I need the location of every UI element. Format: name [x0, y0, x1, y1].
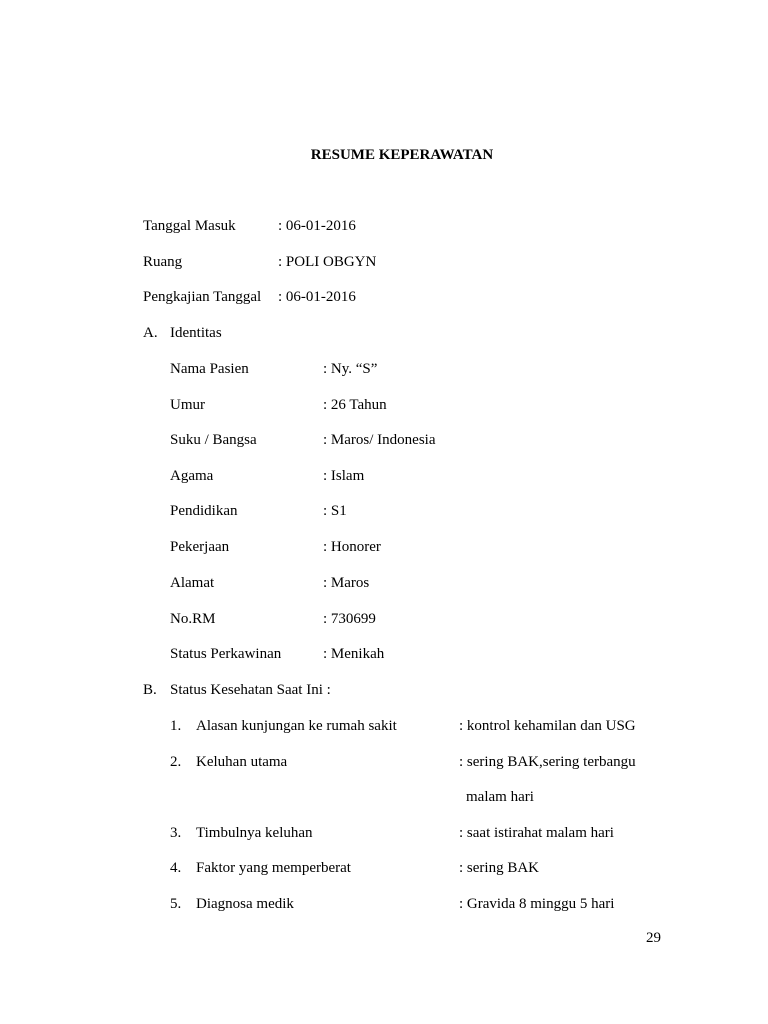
identity-label: Nama Pasien	[170, 361, 249, 377]
identity-label: Pendidikan	[170, 503, 238, 519]
identity-label: Status Perkawinan	[170, 646, 282, 662]
identity-value: : Ny. “S”	[323, 361, 378, 377]
identity-value: : 26 Tahun	[323, 397, 387, 413]
field-label-pengkajian-tanggal: Pengkajian Tanggal	[143, 289, 262, 305]
identity-label: Umur	[170, 397, 205, 413]
status-item-label: Keluhan utama	[196, 754, 288, 770]
identity-value: : S1	[323, 503, 347, 519]
status-item-value: : saat istirahat malam hari	[459, 825, 614, 841]
status-item-number: 4.	[170, 860, 182, 876]
status-item-value: : sering BAK,sering terbangu	[459, 754, 636, 770]
identity-label: Pekerjaan	[170, 539, 230, 555]
field-value-pengkajian-tanggal: : 06-01-2016	[278, 289, 356, 305]
status-item-label: Timbulnya keluhan	[196, 825, 313, 841]
page-number: 29	[646, 930, 661, 946]
identity-value: : 730699	[323, 611, 376, 627]
status-item-label: Faktor yang memperberat	[196, 860, 351, 876]
status-item-number: 2.	[170, 754, 182, 770]
field-label-tanggal-masuk: Tanggal Masuk	[143, 218, 236, 234]
section-a-heading: Identitas	[170, 325, 222, 341]
identity-label: No.RM	[170, 611, 216, 627]
identity-label: Alamat	[170, 575, 215, 591]
section-b-marker: B.	[143, 682, 157, 698]
identity-value: : Honorer	[323, 539, 381, 555]
page-title: RESUME KEPERAWATAN	[310, 147, 494, 163]
section-a-marker: A.	[143, 325, 158, 341]
status-item-value: : Gravida 8 minggu 5 hari	[459, 896, 615, 912]
identity-value: : Menikah	[323, 646, 385, 662]
identity-label: Suku / Bangsa	[170, 432, 257, 448]
status-item-number: 3.	[170, 825, 182, 841]
identity-value: : Islam	[323, 468, 365, 484]
section-b-heading: Status Kesehatan Saat Ini :	[170, 682, 331, 698]
status-item-label: Alasan kunjungan ke rumah sakit	[196, 718, 397, 734]
status-item-value: : kontrol kehamilan dan USG	[459, 718, 636, 734]
identity-value: : Maros	[323, 575, 370, 591]
status-item-value: : sering BAK	[459, 860, 539, 876]
status-item-label: Diagnosa medik	[196, 896, 294, 912]
status-item-number: 1.	[170, 718, 182, 734]
identity-value: : Maros/ Indonesia	[323, 432, 436, 448]
identity-label: Agama	[170, 468, 214, 484]
status-item-continuation: malam hari	[466, 789, 534, 805]
field-value-tanggal-masuk: : 06-01-2016	[278, 218, 356, 234]
status-item-number: 5.	[170, 896, 182, 912]
field-label-ruang: Ruang	[143, 254, 183, 270]
field-value-ruang: : POLI OBGYN	[278, 254, 377, 270]
